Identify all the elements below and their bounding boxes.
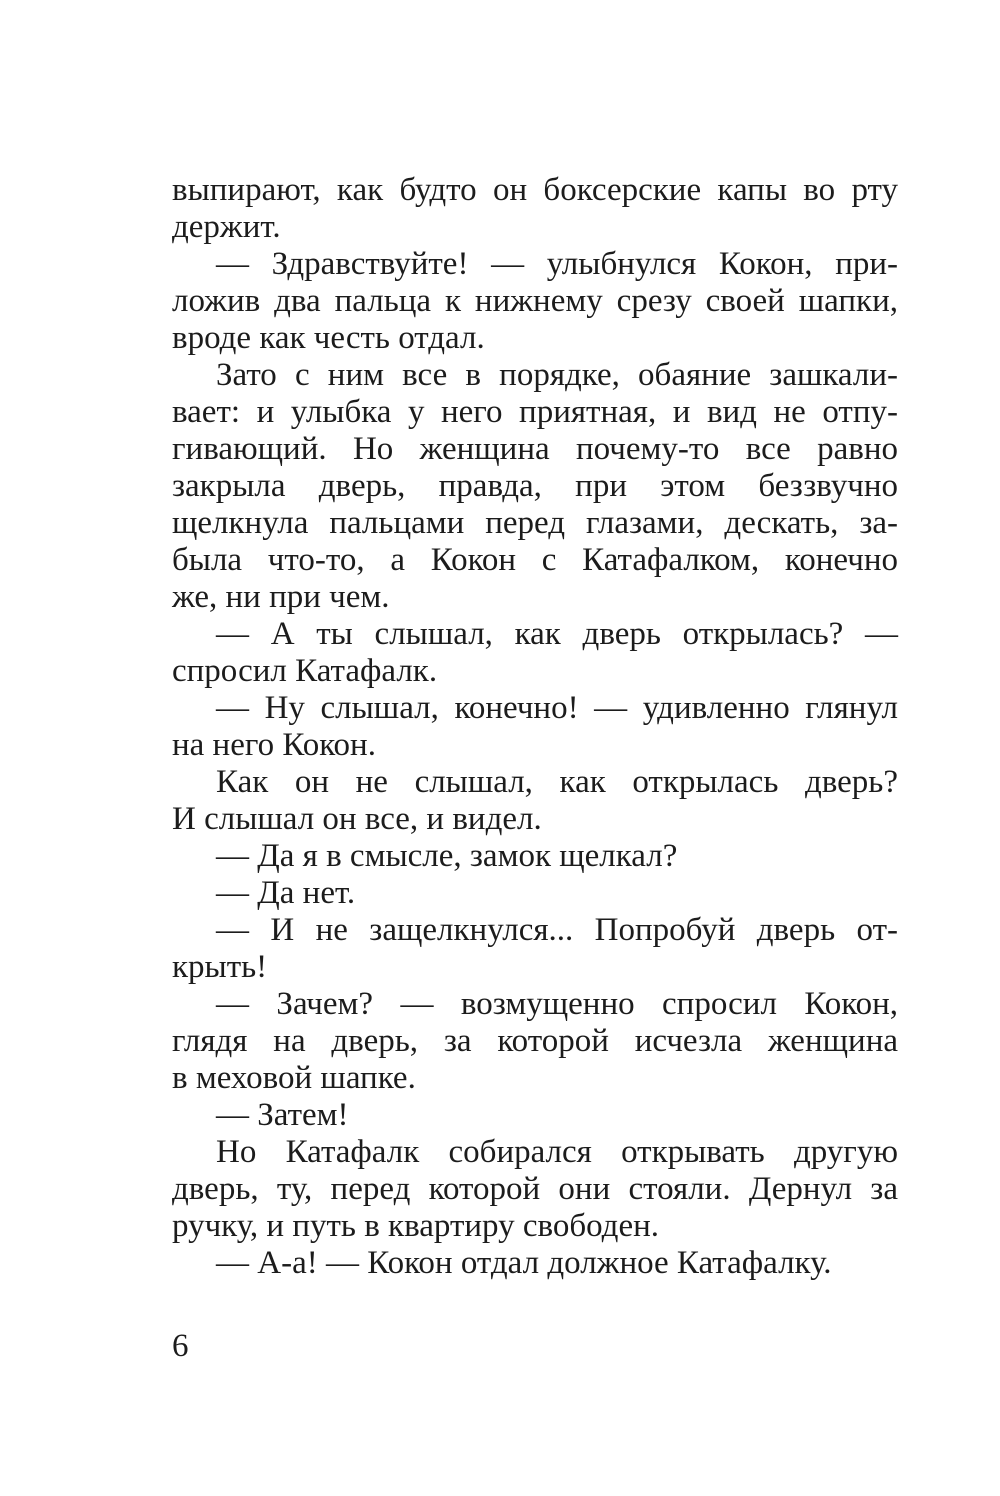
text-line: глядя на дверь, за которой исчезла женщина bbox=[172, 1023, 898, 1059]
text-line: дверь, ту, перед которой они стояли. Дернул за bbox=[172, 1171, 898, 1207]
text-line: Но Катафалк собирался открывать другую bbox=[216, 1134, 898, 1170]
text-line: в меховой шапке. bbox=[172, 1060, 416, 1096]
page-number: 6 bbox=[172, 1328, 189, 1364]
text-line: щелкнула пальцами перед глазами, дескать, за- bbox=[172, 505, 898, 541]
text-line: И слышал он все, и видел. bbox=[172, 801, 542, 837]
text-line: — А ты слышал, как дверь открылась? — bbox=[216, 616, 898, 652]
book-page-text bbox=[172, 172, 898, 1282]
text-line: — Затем! bbox=[216, 1097, 349, 1133]
text-line: была что-то, а Кокон с Катафалком, конечно bbox=[172, 542, 898, 578]
text-line: ручку, и путь в квартиру свободен. bbox=[172, 1208, 660, 1244]
text-line: Как он не слышал, как открылась дверь? bbox=[216, 764, 898, 800]
text-line: держит. bbox=[172, 209, 281, 245]
text-line: Зато с ним все в порядке, обаяние зашкали- bbox=[216, 357, 898, 393]
text-line: же, ни при чем. bbox=[172, 579, 390, 615]
text-line: — Ну слышал, конечно! — удивленно глянул bbox=[216, 690, 898, 726]
text-line: спросил Катафалк. bbox=[172, 653, 438, 689]
text-line: ложив два пальца к нижнему срезу своей шапки, bbox=[172, 283, 898, 319]
text-line: закрыла дверь, правда, при этом беззвучно bbox=[172, 468, 898, 504]
text-line: крыть! bbox=[172, 949, 268, 985]
text-line: вроде как честь отдал. bbox=[172, 320, 485, 356]
text-line: выпирают, как будто он боксерские капы во рту bbox=[172, 172, 898, 208]
text-line: — Зачем? — возмущенно спросил Кокон, bbox=[216, 986, 898, 1022]
text-line: — Здравствуйте! — улыбнулся Кокон, при- bbox=[216, 246, 898, 282]
text-line: на него Кокон. bbox=[172, 727, 376, 763]
text-line: — И не защелкнулся... Попробуй дверь от- bbox=[216, 912, 898, 948]
text-line: вает: и улыбка у него приятная, и вид не отпу- bbox=[172, 394, 898, 430]
text-line: — Да нет. bbox=[216, 875, 356, 911]
text-line: — Да я в смысле, замок щелкал? bbox=[216, 838, 678, 874]
text-line: гивающий. Но женщина почему-то все равно bbox=[172, 431, 898, 467]
text-line: — А-а! — Кокон отдал должное Катафалку. bbox=[216, 1245, 832, 1281]
